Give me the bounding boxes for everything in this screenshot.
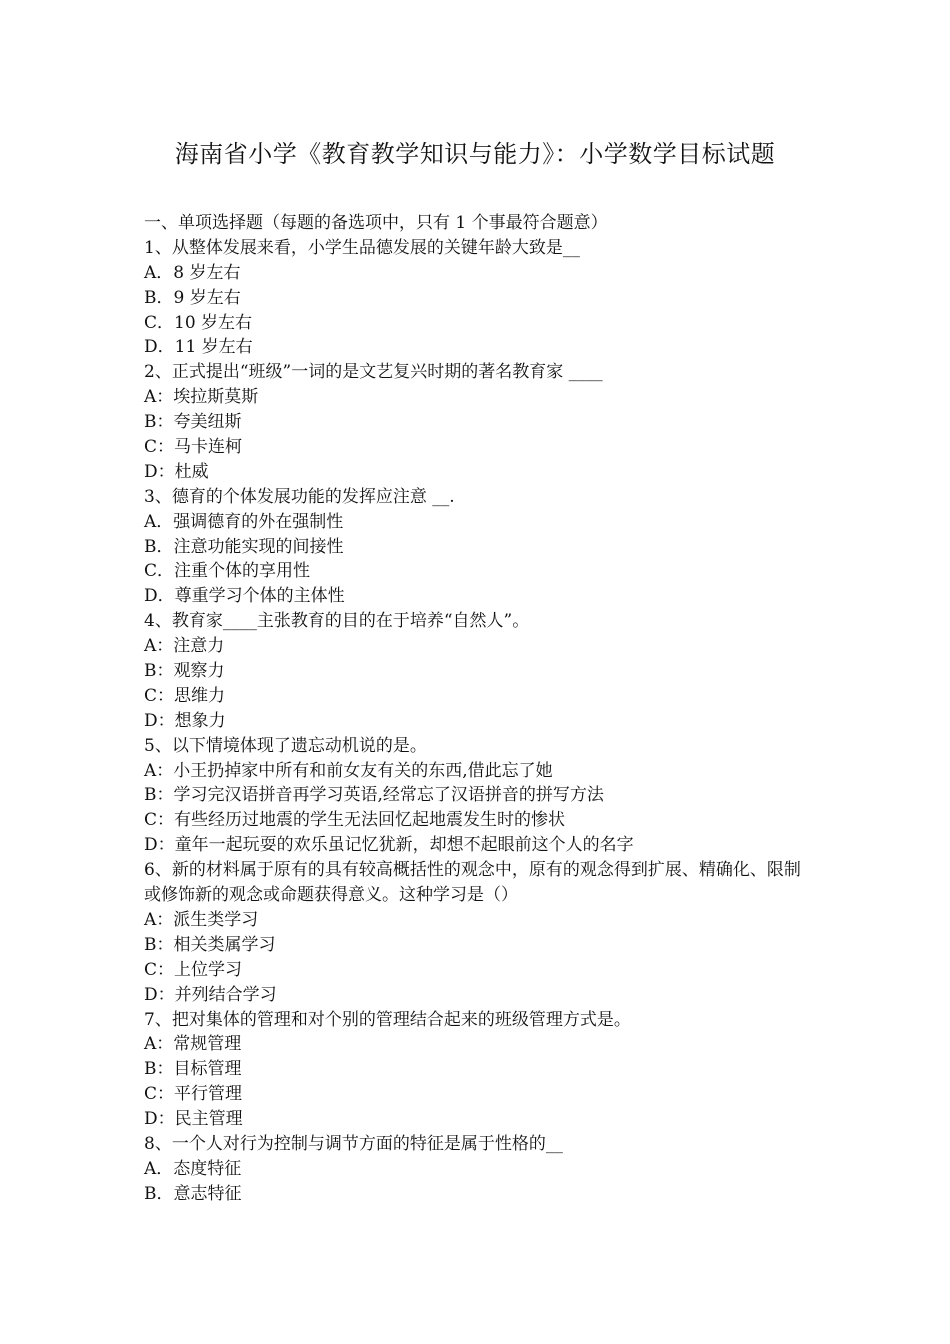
question-stem: 3、德育的个体发展功能的发挥应注意 __. xyxy=(144,486,455,507)
option-c: C：思维力 xyxy=(144,685,226,706)
option-a: A：常规管理 xyxy=(144,1034,242,1055)
option-c: C：马卡连柯 xyxy=(144,437,243,458)
question-7 xyxy=(144,1008,814,1132)
option-d: D．11 岁左右 xyxy=(144,337,253,358)
option-d: D：想象力 xyxy=(144,710,226,731)
option-a: A：小王扔掉家中所有和前女友有关的东西,借此忘了她 xyxy=(144,760,553,781)
option-a: A．态度特征 xyxy=(144,1158,242,1179)
option-b: B．注意功能实现的间接性 xyxy=(144,536,344,557)
document-title: 海南省小学《教育教学知识与能力》：小学数学目标试题 xyxy=(174,140,776,168)
option-d: D．尊重学习个体的主体性 xyxy=(144,586,345,607)
option-d: D：杜威 xyxy=(144,461,209,482)
option-b: B．9 岁左右 xyxy=(144,287,241,308)
option-d: D：并列结合学习 xyxy=(144,984,277,1005)
document-body xyxy=(144,211,814,1207)
question-stem: 1、从整体发展来看，小学生品德发展的关键年龄大致是__ xyxy=(144,237,580,258)
question-stem: 7、把对集体的管理和对个别的管理结合起来的班级管理方式是。 xyxy=(144,1009,631,1030)
question-2 xyxy=(144,360,814,484)
option-b: B：相关类属学习 xyxy=(144,934,276,955)
question-5 xyxy=(144,734,814,858)
question-stem: 5、以下情境体现了遗忘动机说的是。 xyxy=(144,735,427,756)
section-heading: 一、单项选择题（每题的备选项中，只有 1 个事最符合题意） xyxy=(144,213,608,233)
question-4 xyxy=(144,609,814,733)
option-c: C．注重个体的享用性 xyxy=(144,561,311,582)
option-a: A：埃拉斯莫斯 xyxy=(144,387,259,408)
option-b: B：观察力 xyxy=(144,661,225,682)
option-d: D：童年一起玩耍的欢乐虽记忆犹新，却想不起眼前这个人的名字 xyxy=(144,835,634,856)
option-c: C．10 岁左右 xyxy=(144,312,253,333)
option-a: A．强调德育的外在强制性 xyxy=(144,511,344,532)
option-a: A．8 岁左右 xyxy=(144,262,241,283)
question-6 xyxy=(144,858,814,1007)
question-stem: 2、正式提出“班级”一词的是文艺复兴时期的著名教育家 ____ xyxy=(144,362,603,383)
question-stem: 4、教育家____主张教育的目的在于培养“自然人”。 xyxy=(144,611,530,632)
option-d: D：民主管理 xyxy=(144,1109,243,1130)
question-stem: 6、新的材料属于原有的具有较高概括性的观念中，原有的观念得到扩展、精确化、限制或修饰新的观念或命题获得意义。这种学习是（） xyxy=(144,860,801,906)
question-1 xyxy=(144,236,814,360)
question-8 xyxy=(144,1132,814,1207)
option-b: B：学习完汉语拼音再学习英语,经常忘了汉语拼音的拼写方法 xyxy=(144,785,604,806)
option-b: B：目标管理 xyxy=(144,1059,242,1080)
question-3 xyxy=(144,485,814,609)
question-stem: 8、一个人对行为控制与调节方面的特征是属于性格的__ xyxy=(144,1133,563,1154)
option-a: A：注意力 xyxy=(144,636,225,657)
option-b: B：夸美纽斯 xyxy=(144,412,242,433)
option-c: C：有些经历过地震的学生无法回忆起地震发生时的惨状 xyxy=(144,810,566,831)
option-c: C：平行管理 xyxy=(144,1084,243,1105)
option-b: B．意志特征 xyxy=(144,1183,242,1204)
option-c: C：上位学习 xyxy=(144,959,243,980)
option-a: A：派生类学习 xyxy=(144,909,259,930)
